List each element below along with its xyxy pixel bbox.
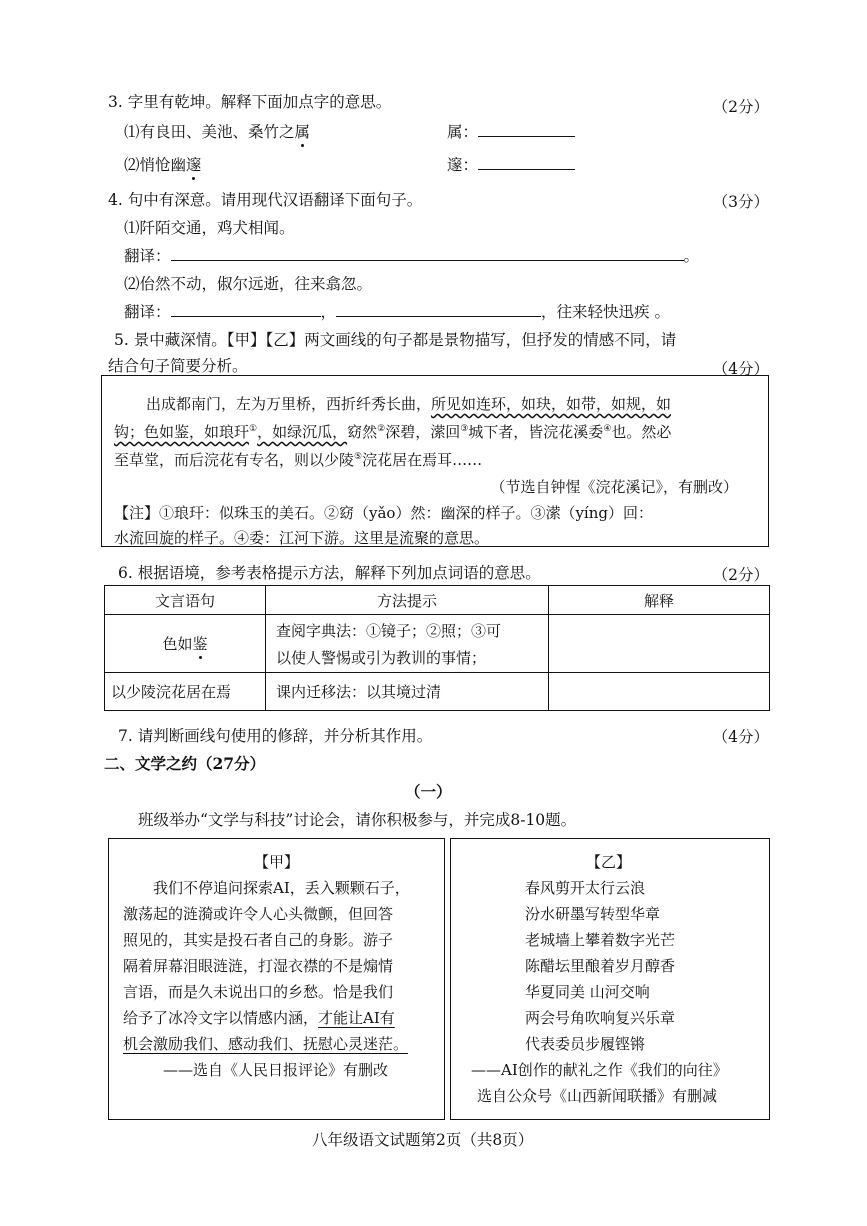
q4-item2: ⑵佁然不动，俶尔远逝，往来翕忽。 (124, 275, 373, 293)
table-cell: 课内迁移法：以其境过清 (266, 673, 549, 711)
jia-line: 照见的，其实是投石者自己的身影。游子 (123, 931, 394, 949)
answer-cell[interactable] (549, 673, 770, 711)
q4-item1: ⑴阡陌交通，鸡犬相闻。 (124, 219, 295, 237)
jia-source: ——选自《人民日报评论》有删改 (163, 1061, 389, 1079)
q5-title: 5. 景中藏深情。【甲】【乙】两文画线的句子都是景物描写，但抒发的情感不同，请 (114, 331, 677, 349)
passage-line-1: 出成都南门，左为万里桥，西折纤秀长曲，所见如连环，如玦，如带，如规，如 (146, 395, 672, 413)
table-header-cell: 方法提示 (266, 586, 549, 615)
yi-source-2: 选自公众号《山西新闻联播》有删减 (477, 1087, 718, 1105)
yi-label: 【乙】 (586, 853, 632, 871)
section-2-subtitle: （一） (405, 782, 452, 801)
q3-score: （2分） (712, 98, 769, 116)
q5-title-cont: 结合句子简要分析。 (108, 357, 248, 375)
q3-item2: ⑵悄怆幽邃 (124, 153, 202, 175)
table-cell: 以少陵浣花居在焉 (105, 673, 266, 711)
q7-title: 7. 请判断画线句使用的修辞，并分析其作用。 (118, 727, 433, 745)
q6-table (104, 585, 770, 711)
yi-line: 春风剪开太行云浪 (525, 879, 646, 897)
passage-note-2: 水流回旋的样子。④委：江河下游。这里是流聚的意思。 (114, 529, 490, 547)
yi-line: 陈醋坛里酿着岁月醇香 (525, 957, 676, 975)
yi-source-1: ——AI创作的献礼之作《我们的向往》 (471, 1061, 728, 1079)
q7-score: （4分） (712, 728, 769, 746)
answer-cell[interactable] (549, 615, 770, 673)
passage-line-3: 至草堂，而后浣花有专名，则以少陵⑤浣花居在焉耳…… (114, 451, 483, 469)
jia-line: 给予了冰冷文字以情感内涵，才能让AI有 (123, 1009, 395, 1027)
yi-line: 两会号角吹响复兴乐章 (525, 1009, 676, 1027)
passage-line-2: 钩；色如鉴，如琅玕①，如绿沉瓜，窈然②深碧，潆回③城下者，皆浣花溪委④也。然必 (114, 423, 672, 441)
q3-item1-answer[interactable]: 属： (447, 120, 575, 142)
passage-source: （节选自钟惺《浣花溪记》，有删改） (490, 478, 738, 496)
jia-label: 【甲】 (254, 853, 300, 871)
jia-box (108, 838, 445, 1120)
yi-line: 汾水研墨写转型华章 (525, 905, 661, 923)
table-row (105, 673, 770, 711)
q4-score: （3分） (712, 193, 769, 211)
jia-line: 隔着屏幕泪眼涟涟，打湿衣襟的不是煽情 (123, 957, 394, 975)
table-cell: 色如鉴 (105, 615, 266, 673)
q3-item2-answer[interactable]: 邃： (447, 153, 575, 175)
table-row (105, 615, 770, 673)
table-header-cell: 解释 (549, 586, 770, 615)
jia-line: 我们不停追问探索AI，丢入颗颗石子， (153, 879, 410, 897)
section-2-intro: 班级举办“文学与科技”讨论会，请你积极参与，并完成8-10题。 (138, 811, 577, 829)
jia-underlined-line: 机会激励我们、感动我们、抚慰心灵迷茫。 (123, 1035, 409, 1053)
q4-item2-answer[interactable]: 翻译： ， ，往来轻快迅疾 。 (124, 300, 670, 322)
passage-wavy-underline: 所见如连环，如玦，如带，如规，如 (431, 395, 672, 413)
page-footer: 八年级语文试题第2页（共8页） (312, 1131, 534, 1149)
passage-note-1: 【注】①琅玕：似珠玉的美石。②窈（yǎo）然：幽深的样子。③潆（yíng）回： (114, 504, 653, 522)
section-2-title: 二、文学之约（27分） (104, 754, 266, 773)
jia-line: 言语，而是久未说出口的乡愁。恰是我们 (123, 983, 394, 1001)
table-header-cell: 文言语句 (105, 586, 266, 615)
q5-score: （4分） (712, 360, 769, 378)
q6-title: 6. 根据语境，参考表格提示方法，解释下列加点词语的意思。 (118, 564, 541, 582)
q6-score: （2分） (712, 566, 769, 584)
q4-item1-answer[interactable]: 翻译： 。 (124, 244, 699, 266)
yi-line: 华夏同美 山河交响 (525, 983, 650, 1001)
q4-title: 4. 句中有深意。请用现代汉语翻译下面句子。 (108, 191, 423, 209)
passage-box (101, 375, 769, 547)
yi-line: 代表委员步履铿锵 (525, 1035, 646, 1053)
q3-item1: ⑴有良田、美池、桑竹之属 (124, 120, 310, 142)
jia-line: 激荡起的涟漪或许令人心头微颤，但回答 (123, 905, 394, 923)
q3-title: 3. 字里有乾坤。解释下面加点字的意思。 (108, 93, 392, 111)
yi-box (450, 838, 770, 1120)
yi-line: 老城墙上攀着数字光芒 (525, 931, 676, 949)
table-cell: 查阅字典法：①镜子；②照；③可 以使人警惕或引为教训的事情； (266, 615, 549, 673)
